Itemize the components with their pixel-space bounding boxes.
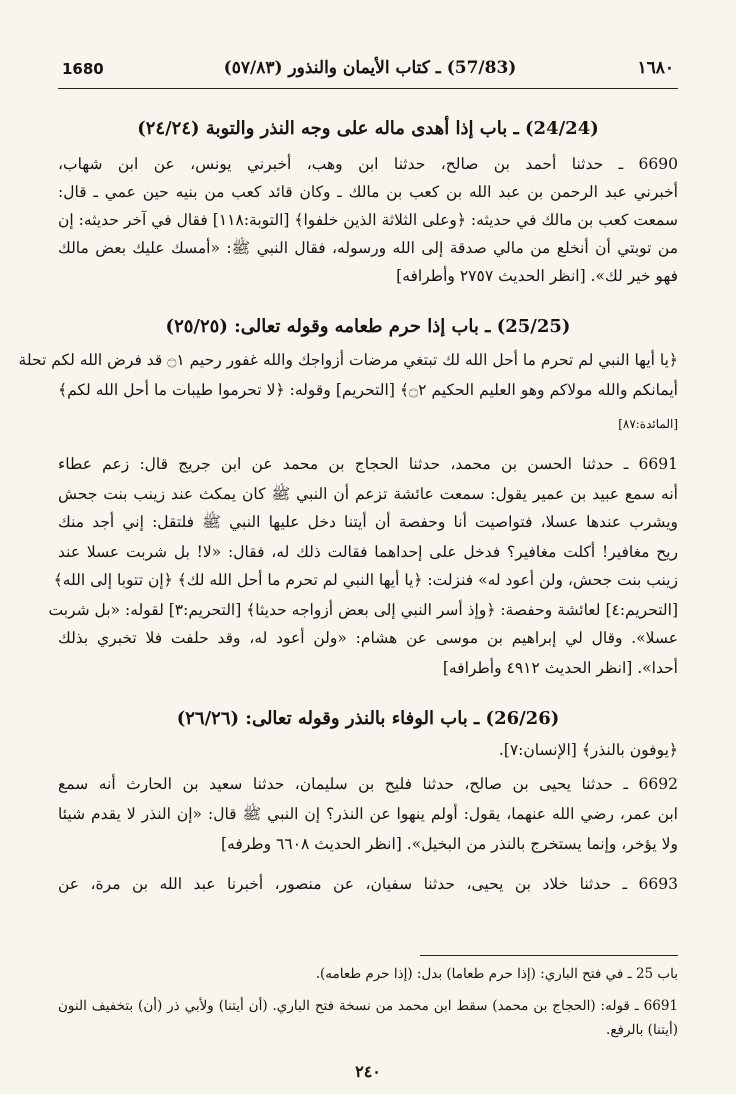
chapter-heading-26: (26/26) ـ باب الوفاء بالنذر وقوله تعالى: (٢٦/٢٦) [176, 708, 560, 729]
text-line: أخبرني عبد الرحمن بن عبد الله بن كعب بن مالك ـ وكان قائد كعب من بنيه حين عمي ـ قال: [58, 183, 678, 201]
running-title: (57/83) ـ كتاب الأيمان والنذور (٥٧/٨٣) [223, 58, 517, 78]
footer-page-number: ٢٤٠ [355, 1062, 381, 1081]
footnote-line: (أيتنا) بالرفع. [606, 1022, 678, 1038]
verse-reference: [المائدة:٨٧] [618, 417, 678, 431]
page-number-arabic: ١٦٨٠ [637, 58, 674, 78]
text-line: سمعت كعب بن مالك في حديثه: ﴿وعلى الثلاثة الذين خلفوا﴾ [التوبة:١١٨] فقال في آخر حديثه: إن [58, 211, 678, 229]
quran-verse-line: أيمانكم والله مولاكم وهو العليم الحكيم ۝٢﴾ [التحريم] وقوله: ﴿لا تحرموا طيبات ما أحل الله لكم﴾ [58, 381, 678, 399]
footnote-line: 6691 ـ قوله: (الحجاج بن محمد) سقط ابن محمد من نسخة فتح الباري. (أن أيتنا) ولأبي ذر (أن) بتخفيف النون [58, 998, 678, 1014]
text-line: [التحريم:٤] لعائشة وحفصة: ﴿وإذ أسر النبي إلى بعض أزواجه حديثا﴾ [التحريم:٣] لقوله: «بل شربت [48, 601, 678, 619]
text-line: عسلا». وقال لي إبراهيم بن موسى عن هشام: «ولن أعود له، وقد حلفت فلا تخبري بذلك [58, 629, 678, 647]
text-line: من توبتي أن أنخلع من مالي صدقة إلى الله ورسوله، فقال النبي ﷺ: «أمسك عليك بعض مالك [58, 239, 678, 257]
text-line: 6691 ـ حدثنا الحسن بن محمد، حدثنا الحجاج بن محمد عن ابن جريج قال: زعم عطاء [58, 455, 678, 473]
page-number-latin: 1680 [62, 60, 104, 78]
text-line: زينب بنت جحش، ولن أعود له» فنزلت: ﴿يا أيها النبي لم تحرم ما أحل الله لك﴾ ﴿إن تتوبا إلى الله﴾ [53, 571, 678, 589]
quran-verse-line: ﴿يوفون بالنذر﴾ [الإنسان:٧]. [498, 741, 678, 759]
text-line: 6692 ـ حدثنا يحيى بن صالح، حدثنا فليح بن سليمان، حدثنا سعيد بن الحارث أنه سمع [58, 775, 678, 793]
footnote-rule [420, 955, 678, 956]
header-rule [58, 88, 678, 89]
chapter-heading-25: (25/25) ـ باب إذا حرم طعامه وقوله تعالى: (٢٥/٢٥) [165, 316, 571, 337]
text-line: أحدا». [انظر الحديث ٤٩١٢ وأطرافه] [442, 659, 678, 677]
text-line: 6690 ـ حدثنا أحمد بن صالح، حدثنا ابن وهب، أخبرني يونس، عن ابن شهاب، [58, 155, 678, 173]
text-line: فهو خير لك». [انظر الحديث ٢٧٥٧ وأطرافه] [396, 267, 678, 285]
chapter-heading-24: (24/24) ـ باب إذا أهدى ماله على وجه النذر والتوبة (٢٤/٢٤) [137, 118, 599, 139]
text-line: أنه سمع عبيد بن عمير يقول: سمعت عائشة تزعم أن النبي ﷺ كان يمكث عند زينب بنت جحش [58, 485, 678, 503]
text-line: ريح مغافير! أكلت مغافير؟ فدخل على إحداهما فقالت ذلك له، فقال: «لا! بل شربت عسلا عند [58, 543, 678, 561]
text-line: 6693 ـ حدثنا خلاد بن يحيى، حدثنا سفيان، عن منصور، أخبرنا عبد الله بن مرة، عن [58, 875, 678, 893]
footnote-line: باب 25 ـ في فتح الباري: (إذا حرم طعاما) بدل: (إذا حرم طعامه). [315, 966, 678, 982]
text-line: ابن عمر، رضي الله عنهما، يقول: أولم ينهوا عن النذر؟ إن النبي ﷺ قال: «إن النذر لا يقدم شيئا [58, 805, 678, 823]
text-line: ويشرب عندها عسلا، فتواصيت أنا وحفصة أن أيتنا دخل عليها النبي ﷺ فلتقل: إني أجد منك [58, 513, 678, 531]
quran-verse-line: ﴿يا أيها النبي لم تحرم ما أحل الله لك تبتغي مرضات أزواجك والله غفور رحيم ۝١ قد فرض الله لكم تحلة [18, 351, 678, 369]
text-line: ولا يؤخر، وإنما يستخرج بالنذر من البخيل». [انظر الحديث ٦٦٠٨ وطرفه] [220, 835, 678, 853]
